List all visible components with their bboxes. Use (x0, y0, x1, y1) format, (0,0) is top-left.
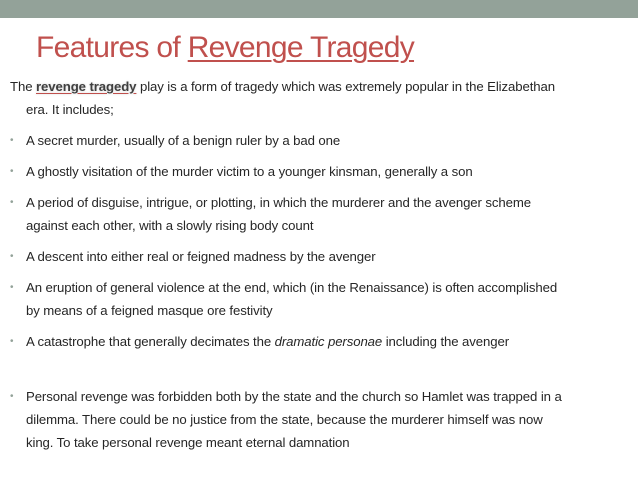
bullet-item (10, 330, 630, 353)
slide-title (36, 29, 414, 67)
bullet-item (10, 160, 630, 183)
title-link[interactable]: Revenge Tragedy (187, 31, 415, 64)
bullet-text-continuation: by means of a feigned masque ore festivity (26, 303, 273, 318)
bullet-item (10, 385, 630, 454)
bullet-icon: • (10, 166, 14, 177)
bullet-item (10, 276, 630, 322)
title-prefix: Features of (36, 31, 188, 64)
bullet-icon: • (10, 135, 14, 146)
intro-lead: The (10, 79, 36, 94)
bullet-text: A descent into either real or feigned madness by the avenger (26, 249, 376, 264)
bullet-item (10, 129, 630, 152)
bullet-text-continuation: king. To take personal revenge meant eternal damnation (26, 435, 350, 450)
bullet-item (10, 245, 630, 268)
intro-continuation: era. It includes; (26, 102, 114, 117)
bullet-text-continuation: against each other, with a slowly rising body count (26, 218, 314, 233)
bullet-text: An eruption of general violence at the end, which (in the Renaissance) is often accomplished (26, 280, 558, 295)
bullet-text-part: including the avenger (382, 334, 509, 349)
bullet-item (10, 191, 630, 237)
bullet-text: A period of disguise, intrigue, or plotting, in which the murderer and the avenger scheme (26, 195, 531, 210)
intro-highlight: revenge tragedy (36, 79, 137, 94)
bullet-text: A secret murder, usually of a benign ruler by a bad one (26, 133, 341, 148)
bullet-text-part: A catastrophe that generally decimates the (26, 334, 275, 349)
bullet-icon: • (10, 282, 14, 293)
bullet-icon: • (10, 391, 14, 402)
bullet-icon: • (10, 336, 14, 347)
bullet-italic-term: dramatic personae (274, 334, 383, 349)
bullet-text: Personal revenge was forbidden both by the state and the church so Hamlet was trapped in a (26, 389, 562, 404)
bullet-text-continuation: dilemma. There could be no justice from the state, because the murderer himself was now (26, 412, 543, 427)
intro-rest: play is a form of tragedy which was extremely popular in the Elizabethan (136, 79, 555, 94)
intro-paragraph (10, 75, 630, 121)
bullet-text (10, 330, 630, 353)
top-accent-bar (0, 0, 638, 18)
bullet-icon: • (10, 197, 14, 208)
bullet-icon: • (10, 251, 14, 262)
bullet-text: A ghostly visitation of the murder victim to a younger kinsman, generally a son (26, 164, 473, 179)
